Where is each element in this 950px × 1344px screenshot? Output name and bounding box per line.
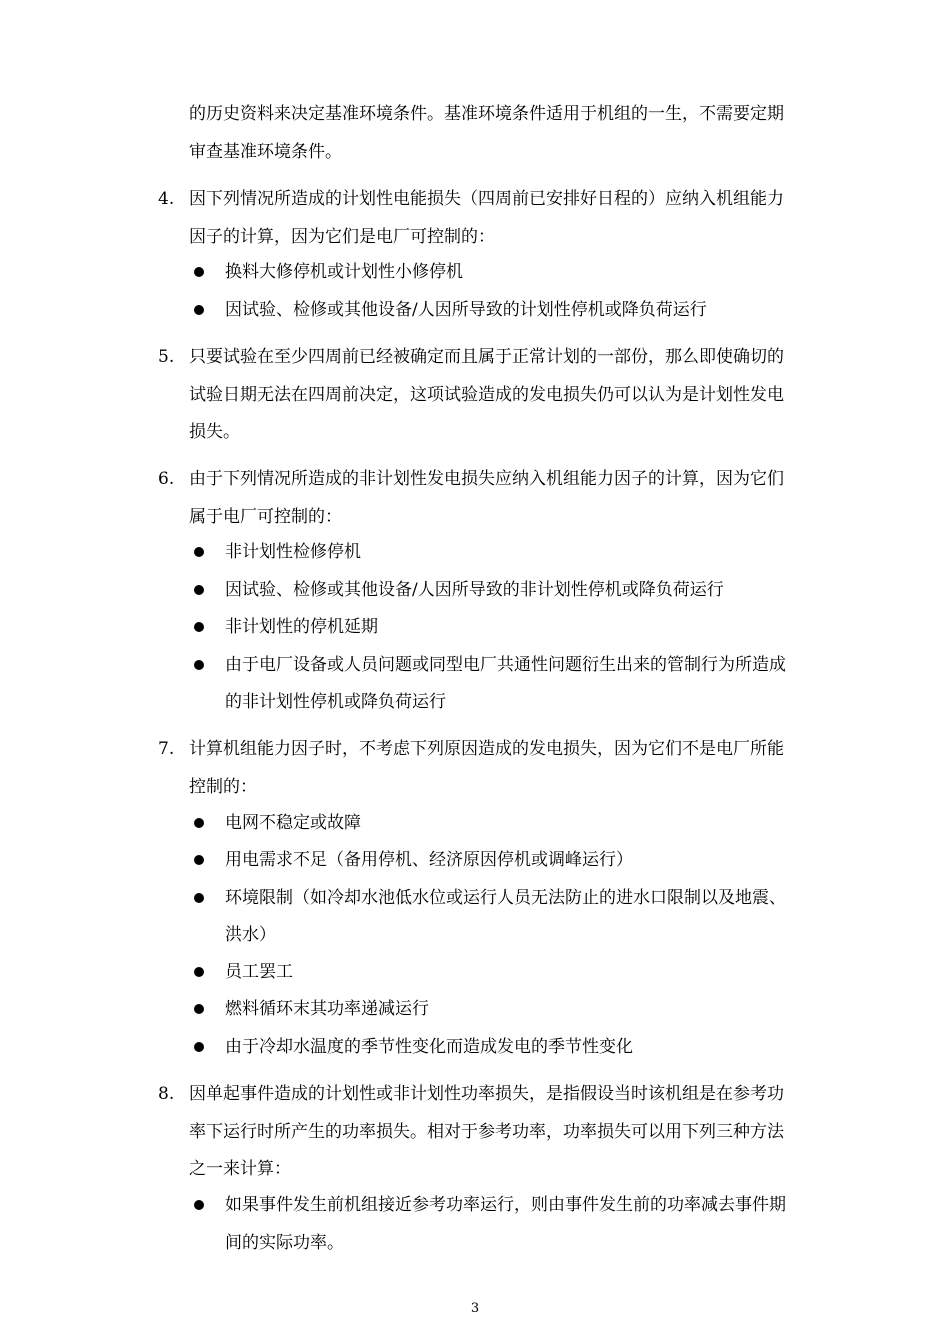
bullet-dot-icon [194,1042,204,1052]
item-text-line: 属于电厂可控制的： [189,507,342,527]
item-text-line: 因单起事件造成的计划性或非计划性功率损失，是指假设当时该机组是在参考功 [189,1084,784,1104]
item-text-line: 控制的： [189,777,257,797]
bullet-dot-icon [194,622,204,632]
page-number: 3 [470,1301,480,1316]
item-text-line: 因子的计算，因为它们是电厂可控制的： [189,227,495,247]
bullet-dot-icon [194,267,204,277]
bullet-dot-icon [194,547,204,557]
bullet-dot-icon [194,967,204,977]
bullet-text-line: 的非计划性停机或降负荷运行 [225,692,446,712]
bullet-dot-icon [194,893,204,903]
item-number: 8. [158,1084,175,1104]
intro-line: 审查基准环境条件。 [189,142,342,162]
bullet-text-line: 非计划性的停机延期 [225,617,378,637]
bullet-text-line: 洪水） [225,925,276,945]
bullet-text-line: 用电需求不足（备用停机、经济原因停机或调峰运行） [225,850,633,870]
item-text-line: 由于下列情况所造成的非计划性发电损失应纳入机组能力因子的计算，因为它们 [189,469,784,489]
bullet-dot-icon [194,585,204,595]
bullet-dot-icon [194,855,204,865]
item-text-line: 之一来计算： [189,1159,291,1179]
bullet-text-line: 电网不稳定或故障 [225,813,361,833]
item-text-line: 因下列情况所造成的计划性电能损失（四周前已安排好日程的）应纳入机组能力 [189,189,784,209]
item-text-line: 损失。 [189,422,240,442]
bullet-text-line: 由于电厂设备或人员问题或同型电厂共通性问题衍生出来的管制行为所造成 [225,655,786,675]
item-number: 7. [158,739,175,759]
item-text-line: 计算机组能力因子时，不考虑下列原因造成的发电损失，因为它们不是电厂所能 [189,739,784,759]
bullet-dot-icon [194,660,204,670]
bullet-text-line: 员工罢工 [225,962,293,982]
bullet-dot-icon [194,1200,204,1210]
bullet-text-line: 燃料循环末其功率递减运行 [225,999,429,1019]
item-text-line: 率下运行时所产生的功率损失。相对于参考功率，功率损失可以用下列三种方法 [189,1122,784,1142]
item-number: 4. [158,189,175,209]
bullet-dot-icon [194,1004,204,1014]
bullet-text-line: 非计划性检修停机 [225,542,361,562]
item-number: 6. [158,469,175,489]
item-text-line: 试验日期无法在四周前决定，这项试验造成的发电损失仍可以认为是计划性发电 [189,385,784,405]
bullet-dot-icon [194,818,204,828]
bullet-text-line: 环境限制（如冷却水池低水位或运行人员无法防止的进水口限制以及地震、 [225,888,786,908]
bullet-text-line: 如果事件发生前机组接近参考功率运行，则由事件发生前的功率减去事件期 [225,1195,786,1215]
bullet-text-line: 间的实际功率。 [225,1233,344,1253]
intro-line: 的历史资料来决定基准环境条件。基准环境条件适用于机组的一生，不需要定期 [189,104,784,124]
item-text-line: 只要试验在至少四周前已经被确定而且属于正常计划的一部份，那么即使确切的 [189,347,784,367]
bullet-text-line: 由于冷却水温度的季节性变化而造成发电的季节性变化 [225,1037,633,1057]
bullet-text-line: 因试验、检修或其他设备/人因所导致的非计划性停机或降负荷运行 [225,580,724,600]
bullet-text-line: 换料大修停机或计划性小修停机 [225,262,463,282]
bullet-dot-icon [194,305,204,315]
bullet-text-line: 因试验、检修或其他设备/人因所导致的计划性停机或降负荷运行 [225,300,707,320]
item-number: 5. [158,347,175,367]
